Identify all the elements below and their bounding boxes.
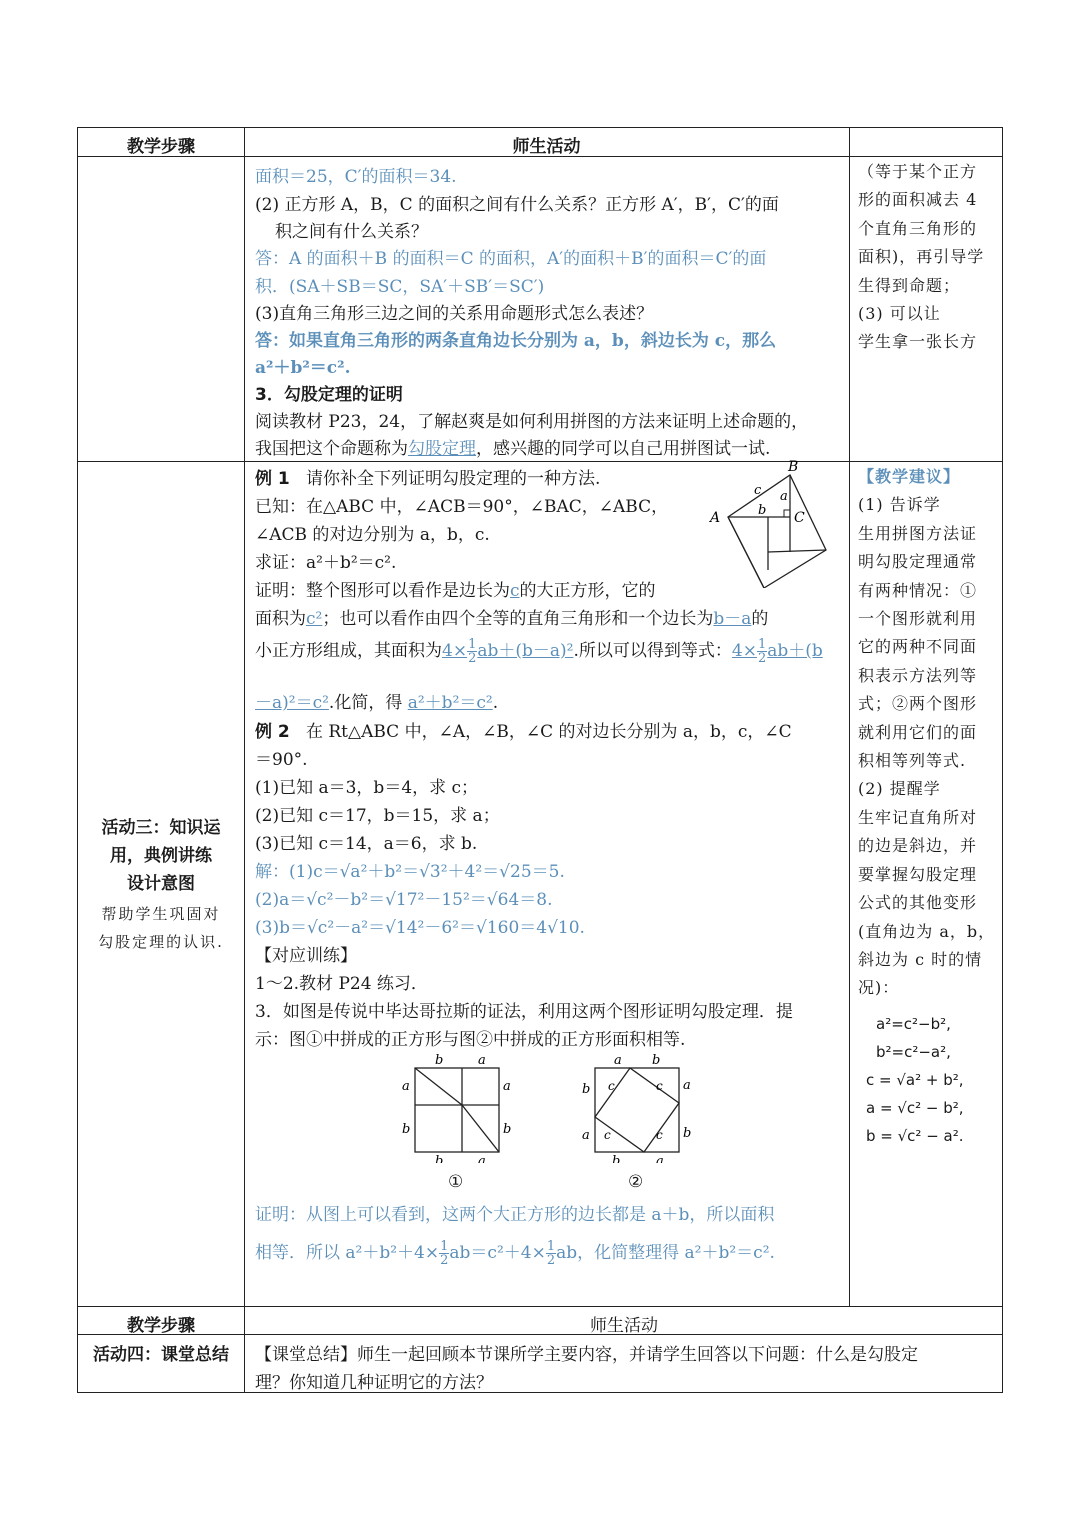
proof-line: 小正方形组成，其面积为4× $\frac{1}{2}$ ab＋(b－a)².所以可以得到等式：4× $\frac{1}{2}$ ab＋(b: [255, 637, 823, 666]
svg-text:b: b: [435, 1053, 444, 1068]
example-1-question: 例 1 请你补全下列证明勾股定理的一种方法.: [255, 469, 601, 489]
zhao-shuang-figure: [708, 460, 830, 593]
svg-text:b: b: [758, 503, 767, 518]
summary-line: 【课堂总结】师生一起回顾本节课所学主要内容，并请学生回答以下问题：什么是勾股定: [255, 1345, 918, 1365]
side-note-2: 【教学建议】 (1) 告诉学 生用拼图方法证 明勾股定理通常 有两种情况：① 一个图形就利用 它的两种不同面 积表示方法列等 式；②两个图形 就利用它们的面 积相等列等式. (2) 提醒学 生牢记直角所对 的边是斜边，并 要掌握勾股定理 公式的其他变形 (直角边为 a，b， 斜边为 c 时的情 况)：: [858, 467, 996, 998]
figure-number: ②: [628, 1172, 644, 1192]
solution-line: (2)a＝√c²－b²＝√17²－15²＝√64＝8.: [255, 890, 553, 910]
formula-list: a²=c²−b², b²=c²−a², c = √a² + b², a = √c² − b², b = √c² − a².: [866, 1015, 964, 1145]
answer-line: a²＋b²＝c².: [255, 358, 351, 378]
svg-text:c: c: [604, 1128, 611, 1142]
vertex-label: A: [710, 510, 721, 526]
prove-line: 求证：a²＋b²＝c².: [255, 553, 397, 573]
summary-line: 理？你知道几种证明它的方法？: [255, 1373, 493, 1393]
solution-line: (3)b＝√c²－a²＝√14²－6²＝√160＝4√10.: [255, 918, 585, 938]
proof-line: 相等．所以 a²＋b²＋4× $\frac{1}{2}$ ab＝c²＋4× $\frac{1}{2}$ ab，化简整理得 a²＋b²＝c².: [255, 1239, 775, 1268]
svg-text:b: b: [683, 1126, 692, 1141]
col-divider-2: [849, 128, 850, 1306]
answer-line: 答：如果直角三角形的两条直角边长分别为 a，b，斜边长为 c，那么: [255, 331, 777, 351]
design-intent: 帮助学生巩固对 勾股定理的认识.: [98, 905, 224, 951]
svg-text:a: a: [478, 1053, 486, 1068]
header-activity: 师生活动: [512, 137, 581, 157]
svg-text:b: b: [435, 1154, 444, 1163]
header-activity-2: 师生活动: [590, 1316, 658, 1336]
section-title: 3．勾股定理的证明: [255, 385, 403, 405]
given-line: ∠ACB 的对边分别为 a，b，c.: [255, 525, 490, 545]
solution-line: 解：(1)c＝√a²＋b²＝√3²＋4²＝√25＝5.: [255, 862, 565, 882]
svg-text:a: a: [614, 1053, 622, 1068]
svg-text:a: a: [780, 489, 788, 504]
example-2-question: 例 2 在 Rt△ABC 中，∠A，∠B，∠C 的对边长分别为 a，b，c，∠C: [255, 722, 792, 742]
svg-text:a: a: [402, 1079, 410, 1094]
figure-number: ①: [448, 1172, 464, 1192]
svg-text:b: b: [402, 1122, 411, 1137]
svg-text:c: c: [656, 1079, 663, 1093]
svg-text:b: b: [612, 1154, 621, 1163]
training-line: 示：图①中拼成的正方形与图②中拼成的正方形面积相等.: [255, 1030, 686, 1050]
training-line: 1～2.教材 P24 练习．: [255, 974, 428, 994]
training-line: 3．如图是传说中毕达哥拉斯的证法，利用这两个图形证明勾股定理．提: [255, 1002, 793, 1022]
svg-text:b: b: [652, 1053, 661, 1068]
activity-title: 活动三：知识运 用，典例讲练 设计意图: [101, 818, 221, 894]
svg-text:a: a: [683, 1078, 691, 1093]
header-steps: 教学步骤: [127, 137, 195, 157]
question-line: 积之间有什么关系？: [275, 222, 428, 242]
proof-line: －a)²＝c².化简，得 a²＋b²＝c².: [255, 693, 499, 713]
svg-text:a: a: [656, 1154, 664, 1163]
activity-four-title: 活动四：课堂总结: [93, 1345, 229, 1365]
svg-text:b: b: [582, 1082, 591, 1097]
vertex-label: C: [794, 510, 805, 526]
lesson-table: [77, 127, 1003, 1393]
svg-text:a: a: [582, 1128, 590, 1143]
text-line: 阅读教材 P23，24，了解赵爽是如何利用拼图的方法来证明上述命题的，: [255, 412, 809, 432]
svg-text:a: a: [503, 1079, 511, 1094]
question-line: ＝90°.: [255, 750, 308, 770]
svg-text:b: b: [503, 1122, 512, 1137]
sub-question: (3)已知 c＝14，a＝6，求 b.: [255, 834, 478, 854]
svg-text:c: c: [754, 483, 762, 498]
proof-line: 证明：整个图形可以看作是边长为c的大正方形，它的: [255, 581, 656, 601]
question-line: (2) 正方形 A，B，C 的面积之间有什么关系？正方形 A′，B′，C′的面: [255, 195, 779, 215]
training-title: 【对应训练】: [255, 946, 357, 966]
given-line: 已知：在△ABC 中，∠ACB＝90°，∠BAC，∠ABC，: [255, 497, 669, 517]
pythagoras-figure-2: [578, 1053, 698, 1168]
header-steps-2: 教学步骤: [127, 1316, 195, 1336]
answer-line: 答：A 的面积＋B 的面积＝C 的面积，A′的面积＋B′的面积＝C′的面: [255, 249, 767, 269]
proof-line: 面积为c²；也可以看作由四个全等的直角三角形和一个边长为b－a的: [255, 609, 769, 629]
proof-line: 证明：从图上可以看到，这两个大正方形的边长都是 a＋b，所以面积: [255, 1205, 775, 1225]
question-line: (3)直角三角形三边之间的关系用命题形式怎么表述？: [255, 304, 654, 324]
blank-answer: 勾股定理: [408, 439, 476, 459]
sub-question: (1)已知 a＝3，b＝4，求 c；: [255, 778, 479, 798]
svg-text:c: c: [656, 1128, 663, 1142]
answer-line: 面积＝25，C′的面积＝34.: [255, 167, 457, 187]
text-line: 我国把这个命题称为勾股定理，感兴趣的同学可以自己用拼图试一试.: [255, 439, 771, 459]
svg-text:c: c: [608, 1079, 615, 1093]
row-divider: [78, 461, 1002, 462]
row-divider: [78, 1306, 1002, 1307]
pythagoras-figure-1: [398, 1053, 518, 1168]
answer-line: 积．(SA＋SB＝SC，SA′＋SB′＝SC′): [255, 277, 545, 297]
vertex-label: B: [788, 460, 799, 475]
side-note-1: （等于某个正方 形的面积减去 4 个直角三角形的 面积)，再引导学 生得到命题； (3) 可以让 学生拿一张长方: [858, 162, 985, 352]
col-divider-1: [244, 128, 245, 1392]
sub-question: (2)已知 c＝17，b＝15，求 a；: [255, 806, 500, 826]
svg-text:a: a: [478, 1154, 486, 1163]
